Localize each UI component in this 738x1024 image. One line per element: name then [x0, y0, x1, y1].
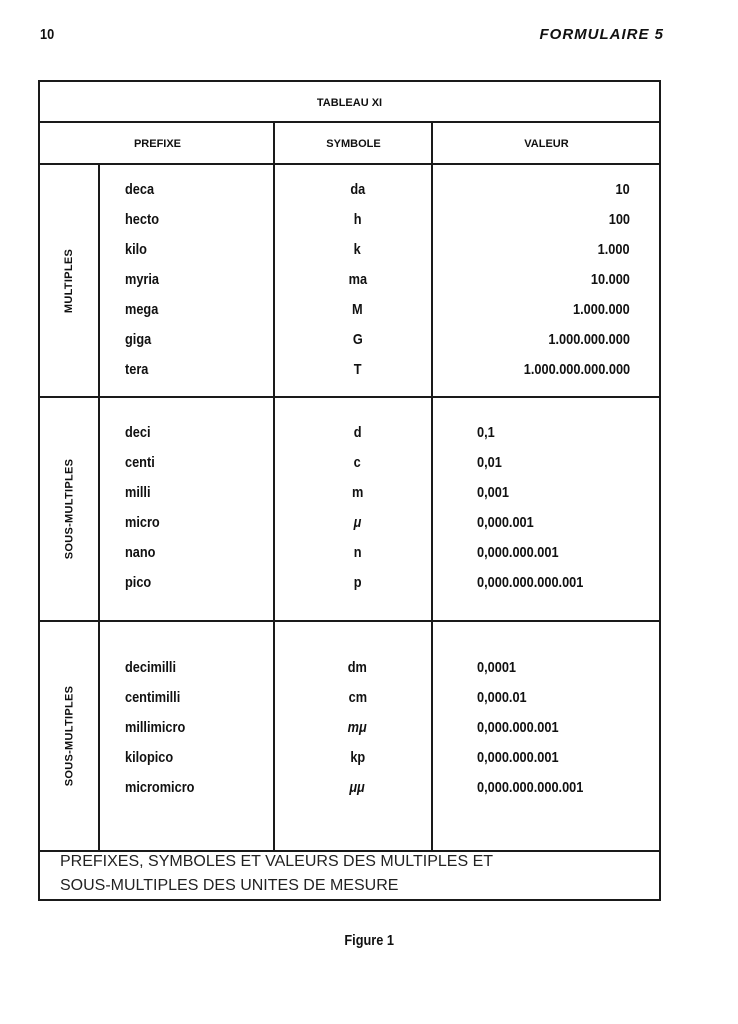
value-cell: 0,000.000.000.001	[477, 573, 584, 591]
symbol-cell: μ	[353, 513, 362, 531]
column-header-prefix: PREFIXE	[133, 138, 182, 150]
prefix-cell: millimicro	[125, 718, 186, 736]
symbol-cell: da	[350, 180, 365, 198]
value-cell: 10.000	[590, 270, 630, 288]
prefix-cell: decimilli	[125, 658, 177, 676]
column-header-value: VALEUR	[524, 138, 569, 150]
prefix-cell: nano	[125, 543, 156, 561]
value-cell: 100	[608, 210, 630, 228]
value-cell: 0,001	[477, 483, 509, 501]
prefix-cell: mega	[125, 300, 159, 318]
symbol-cell: h	[353, 210, 362, 228]
value-cell: 1.000	[598, 240, 630, 258]
symbol-cell: M	[352, 300, 363, 318]
value-cell: 0,0001	[477, 658, 517, 676]
figure-label: Figure 1	[344, 932, 394, 949]
prefix-cell: tera	[125, 360, 149, 378]
prefix-cell: centimilli	[125, 688, 181, 706]
value-cell: 1.000.000.000.000	[523, 360, 630, 378]
symbol-cell: T	[353, 360, 362, 378]
table-caption	[60, 850, 493, 898]
caption-line: PREFIXES, SYMBOLES ET VALEURS DES MULTIPLES ET	[60, 853, 494, 870]
value-cell: 0,1	[477, 423, 495, 441]
value-cell: 1.000.000.000	[548, 330, 630, 348]
prefix-cell: kilo	[125, 240, 147, 258]
page-number: 10	[40, 26, 55, 43]
value-cell: 10	[615, 180, 630, 198]
caption-line: SOUS-MULTIPLES DES UNITES DE MESURE	[60, 877, 399, 894]
group-label-sous-multiples: SOUS-MULTIPLES	[63, 458, 75, 560]
value-cell: 0,000.000.000.001	[477, 778, 584, 796]
symbol-cell: mμ	[347, 718, 368, 736]
prefix-cell: kilopico	[125, 748, 174, 766]
table-title: TABLEAU XI	[316, 96, 383, 109]
value-cell: 0,000.000.001	[477, 748, 559, 766]
symbol-cell: k	[353, 240, 362, 258]
symbol-cell: ma	[348, 270, 367, 288]
prefix-cell: micro	[125, 513, 160, 531]
symbol-cell: kp	[350, 748, 365, 766]
group-label-sous-multiples: SOUS-MULTIPLES	[63, 685, 75, 787]
value-cell: 1.000.000	[573, 300, 630, 318]
symbol-cell: d	[353, 423, 362, 441]
value-cell: 0,000.000.001	[477, 718, 559, 736]
symbol-cell: G	[352, 330, 363, 348]
prefix-cell: myria	[125, 270, 160, 288]
divider	[40, 620, 659, 622]
column-header-symbol: SYMBOLE	[326, 138, 381, 150]
value-cell: 0,000.000.001	[477, 543, 559, 561]
symbol-cell: μμ	[349, 778, 366, 796]
prefix-cell: milli	[125, 483, 151, 501]
prefix-cell: deci	[125, 423, 151, 441]
value-cell: 0,000.01	[477, 688, 527, 706]
prefix-cell: hecto	[125, 210, 160, 228]
symbol-cell: m	[351, 483, 364, 501]
symbol-cell: cm	[348, 688, 367, 706]
prefix-cell: micromicro	[125, 778, 195, 796]
running-title: FORMULAIRE 5	[539, 26, 664, 43]
prefix-cell: giga	[125, 330, 152, 348]
prefix-table	[38, 80, 661, 901]
symbol-cell: dm	[347, 658, 368, 676]
symbol-cell: c	[353, 453, 362, 471]
divider	[98, 163, 100, 852]
prefix-cell: deca	[125, 180, 155, 198]
prefix-cell: centi	[125, 453, 155, 471]
symbol-cell: p	[353, 573, 362, 591]
divider	[40, 163, 659, 165]
value-cell: 0,01	[477, 453, 502, 471]
prefix-cell: pico	[125, 573, 152, 591]
symbol-cell: n	[353, 543, 362, 561]
divider	[40, 396, 659, 398]
value-cell: 0,000.001	[477, 513, 534, 531]
group-label-multiples: MULTIPLES	[63, 248, 75, 313]
